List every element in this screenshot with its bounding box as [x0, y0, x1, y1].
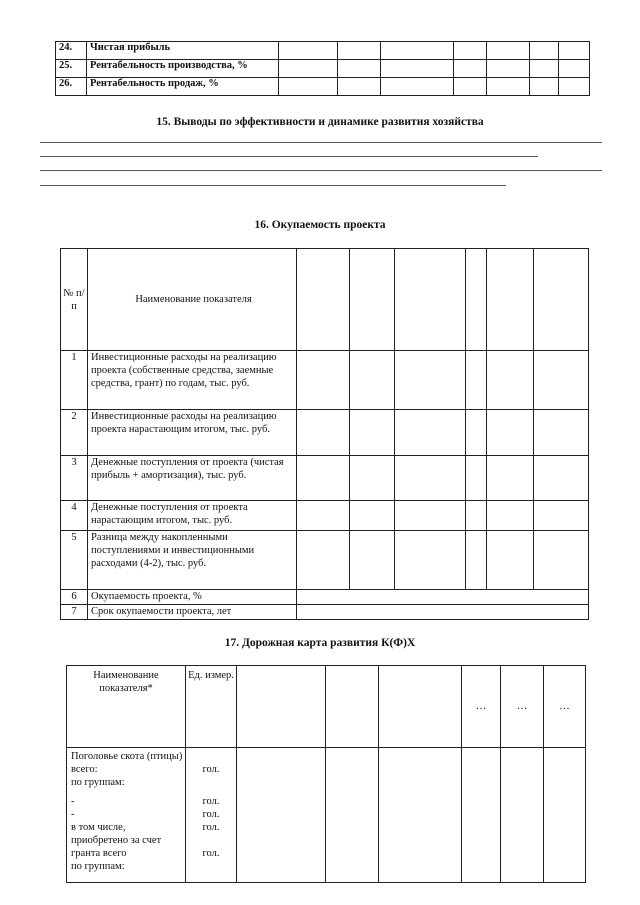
table-cell: [559, 42, 590, 60]
header-col: [395, 249, 466, 351]
section-16-title: 16. Окупаемость проекта: [254, 219, 386, 231]
roadmap-labels: [67, 748, 186, 883]
header-col: [379, 666, 462, 748]
row-label: Денежные поступления от проекта нарастающим итогом, тыс. руб.: [88, 501, 297, 531]
unit-label: гол.: [202, 848, 220, 859]
header-col: [350, 249, 395, 351]
fill-in-line: [40, 156, 538, 157]
row-label: в том числе, приобретено за счет гранта всего: [71, 822, 162, 859]
row-label: Рентабельность продаж, %: [87, 78, 279, 96]
header-col: …: [501, 666, 544, 748]
header-col: [297, 249, 350, 351]
table-row: [67, 748, 586, 883]
row-label: Поголовье скота (птицы) всего:: [71, 751, 183, 775]
row-label: -: [71, 796, 75, 807]
table-row: [61, 410, 589, 456]
table-row: [61, 456, 589, 501]
table-cell: [454, 42, 487, 60]
table-row: [56, 78, 590, 96]
table-cell: [338, 78, 381, 96]
row-label: Инвестиционные расходы на реализацию проекта (собственные средства, заемные средства, грант) по годам, тыс. руб.: [88, 351, 297, 410]
header-num: № п/п: [61, 249, 88, 351]
row-label: Срок окупаемости проекта, лет: [88, 605, 297, 620]
table-cell: [338, 42, 381, 60]
table-row: [61, 605, 589, 620]
table-row: [61, 590, 589, 605]
table-header-row: [67, 666, 586, 748]
row-number: 25.: [56, 60, 87, 78]
table-row: [61, 531, 589, 590]
fill-in-line: [40, 170, 602, 171]
section-15-title: 15. Выводы по эффективности и динамике развития хозяйства: [156, 116, 484, 128]
row-number: 26.: [56, 78, 87, 96]
unit-label: гол.: [202, 764, 220, 775]
table-cell: [530, 60, 559, 78]
payback-table: [60, 248, 589, 620]
table-cell: [559, 60, 590, 78]
header-col: …: [544, 666, 586, 748]
table-cell: [487, 42, 530, 60]
table-cell: [279, 42, 338, 60]
table-row: [56, 42, 590, 60]
header-col: [534, 249, 589, 351]
header-col: …: [462, 666, 501, 748]
header-unit: Ед. измер.: [186, 666, 237, 748]
table-row: [56, 60, 590, 78]
header-col: [487, 249, 534, 351]
roadmap-units: [186, 748, 237, 883]
table-cell: [454, 78, 487, 96]
row-number: 24.: [56, 42, 87, 60]
row-label: Денежные поступления от проекта (чистая прибыль + амортизация), тыс. руб.: [88, 456, 297, 501]
table-cell: [487, 78, 530, 96]
header-col: [466, 249, 487, 351]
row-number: 3: [61, 456, 88, 501]
table-row: [61, 501, 589, 531]
table-cell: [530, 78, 559, 96]
row-number: 7: [61, 605, 88, 620]
row-label: по группам:: [71, 861, 125, 872]
table-cell: [454, 60, 487, 78]
unit-label: гол.: [202, 796, 220, 807]
table-cell: [381, 60, 454, 78]
header-name: Наименование показателя: [88, 249, 297, 351]
indicators-table-top: [55, 41, 590, 96]
table-cell: [279, 60, 338, 78]
row-label: Инвестиционные расходы на реализацию проекта нарастающим итогом, тыс. руб.: [88, 410, 297, 456]
row-number: 5: [61, 531, 88, 590]
header-col: [326, 666, 379, 748]
row-label: -: [71, 809, 75, 820]
header-col: [237, 666, 326, 748]
table-cell: [530, 42, 559, 60]
row-label: Окупаемость проекта, %: [88, 590, 297, 605]
table-cell: [381, 42, 454, 60]
row-label: по группам:: [71, 777, 125, 788]
table-row: [61, 351, 589, 410]
header-name: Наименование показателя*: [67, 666, 186, 748]
row-number: 6: [61, 590, 88, 605]
section-17-title: 17. Дорожная карта развития К(Ф)Х: [224, 637, 416, 649]
table-cell: [279, 78, 338, 96]
roadmap-table: [66, 665, 586, 883]
row-label: Разница между накопленными поступлениями и инвестиционными расходами (4-2), тыс. руб.: [88, 531, 297, 590]
fill-in-line: [40, 142, 602, 143]
table-cell: [381, 78, 454, 96]
table-header-row: [61, 249, 589, 351]
row-number: 1: [61, 351, 88, 410]
row-label: Чистая прибыль: [87, 42, 279, 60]
unit-label: гол.: [202, 822, 220, 833]
table-cell: [338, 60, 381, 78]
fill-in-line: [40, 185, 506, 186]
row-number: 4: [61, 501, 88, 531]
table-cell: [487, 60, 530, 78]
row-number: 2: [61, 410, 88, 456]
unit-label: гол.: [202, 809, 220, 820]
table-cell: [559, 78, 590, 96]
row-label: Рентабельность производства, %: [87, 60, 279, 78]
